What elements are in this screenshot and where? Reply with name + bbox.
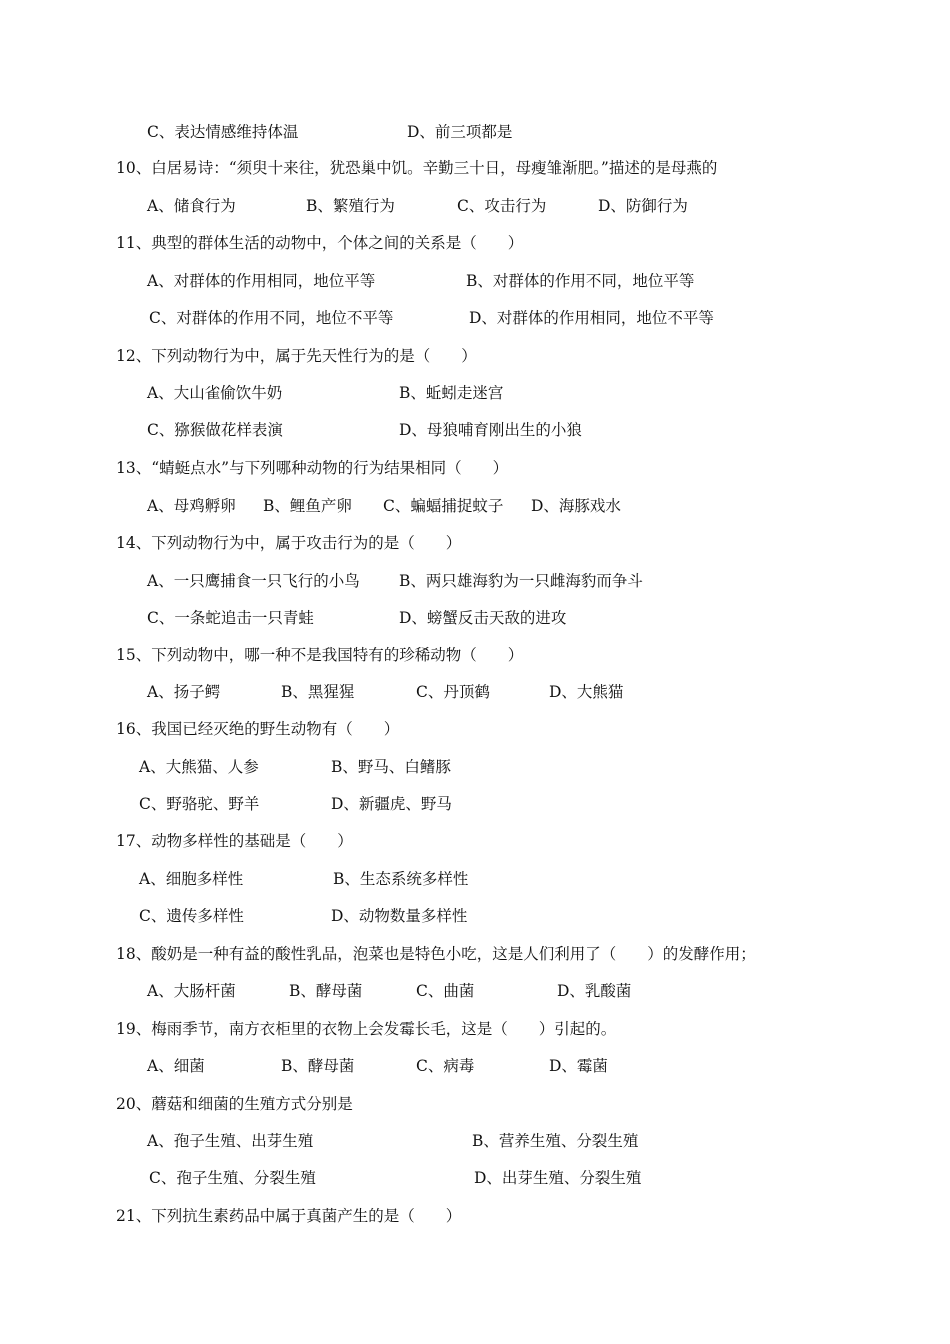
answer-option: A、大肠杆菌 bbox=[147, 982, 236, 1000]
answer-option: D、大熊猫 bbox=[549, 683, 624, 701]
answer-option: C、丹顶鹤 bbox=[416, 683, 490, 701]
question-stem: 20、蘑菇和细菌的生殖方式分别是 bbox=[116, 1095, 353, 1113]
answer-option: B、两只雄海豹为一只雌海豹而争斗 bbox=[399, 572, 643, 590]
question-stem: 12、下列动物行为中，属于先天性行为的是（ ） bbox=[116, 347, 477, 365]
question-stem: 21、下列抗生素药品中属于真菌产生的是（ ） bbox=[116, 1207, 462, 1225]
question-stem: 11、典型的群体生活的动物中，个体之间的关系是（ ） bbox=[116, 234, 524, 252]
question-stem: 19、梅雨季节，南方衣柜里的衣物上会发霉长毛，这是（ ）引起的。 bbox=[116, 1020, 617, 1038]
answer-option: C、孢子生殖、分裂生殖 bbox=[149, 1169, 316, 1187]
answer-option: D、动物数量多样性 bbox=[331, 907, 468, 925]
answer-option: B、繁殖行为 bbox=[306, 197, 395, 215]
answer-option: B、酵母菌 bbox=[289, 982, 363, 1000]
answer-option: B、黑猩猩 bbox=[281, 683, 355, 701]
answer-option: A、母鸡孵卵 bbox=[147, 497, 236, 515]
answer-option: B、蚯蚓走迷宫 bbox=[399, 384, 504, 402]
question-stem: 14、下列动物行为中，属于攻击行为的是（ ） bbox=[116, 534, 462, 552]
answer-option: D、对群体的作用相同，地位不平等 bbox=[469, 309, 714, 327]
answer-option: C、病毒 bbox=[416, 1057, 475, 1075]
answer-option: D、新疆虎、野马 bbox=[331, 795, 452, 813]
answer-option: C、一条蛇追击一只青蛙 bbox=[147, 609, 314, 627]
question-stem: 16、我国已经灭绝的野生动物有（ ） bbox=[116, 720, 400, 738]
answer-option: C、表达情感维持体温 bbox=[147, 123, 299, 141]
answer-option: B、营养生殖、分裂生殖 bbox=[472, 1132, 639, 1150]
answer-option: D、前三项都是 bbox=[407, 123, 513, 141]
answer-option: B、鲤鱼产卵 bbox=[263, 497, 352, 515]
answer-option: D、出芽生殖、分裂生殖 bbox=[474, 1169, 642, 1187]
answer-option: B、野马、白鳍豚 bbox=[331, 758, 451, 776]
question-stem: 18、酸奶是一种有益的酸性乳品，泡菜也是特色小吃，这是人们利用了（ ）的发酵作用； bbox=[116, 945, 756, 963]
answer-option: D、母狼哺育刚出生的小狼 bbox=[399, 421, 582, 439]
question-stem: 17、动物多样性的基础是（ ） bbox=[116, 832, 353, 850]
question-stem: 15、下列动物中，哪一种不是我国特有的珍稀动物（ ） bbox=[116, 646, 524, 664]
question-stem: 10、白居易诗：“须臾十来往，犹恐巢中饥。辛勤三十日，母瘦雏渐肥。”描述的是母燕的 bbox=[116, 159, 718, 177]
answer-option: C、蝙蝠捕捉蚊子 bbox=[383, 497, 504, 515]
answer-option: C、猕猴做花样表演 bbox=[147, 421, 283, 439]
answer-option: D、海豚戏水 bbox=[531, 497, 621, 515]
answer-option: A、一只鹰捕食一只飞行的小鸟 bbox=[147, 572, 360, 590]
answer-option: C、野骆驼、野羊 bbox=[139, 795, 260, 813]
answer-option: D、霉菌 bbox=[549, 1057, 608, 1075]
question-stem: 13、“蜻蜓点水”与下列哪种动物的行为结果相同（ ） bbox=[116, 459, 509, 477]
answer-option: B、对群体的作用不同，地位平等 bbox=[466, 272, 695, 290]
answer-option: A、大山雀偷饮牛奶 bbox=[147, 384, 283, 402]
answer-option: A、储食行为 bbox=[147, 197, 236, 215]
answer-option: C、曲菌 bbox=[416, 982, 475, 1000]
answer-option: B、生态系统多样性 bbox=[333, 870, 469, 888]
answer-option: B、酵母菌 bbox=[281, 1057, 355, 1075]
answer-option: C、遗传多样性 bbox=[139, 907, 244, 925]
answer-option: A、孢子生殖、出芽生殖 bbox=[147, 1132, 314, 1150]
answer-option: A、大熊猫、人参 bbox=[139, 758, 259, 776]
answer-option: D、防御行为 bbox=[598, 197, 688, 215]
answer-option: A、细胞多样性 bbox=[139, 870, 244, 888]
answer-option: D、螃蟹反击天敌的进攻 bbox=[399, 609, 567, 627]
answer-option: A、对群体的作用相同，地位平等 bbox=[147, 272, 376, 290]
answer-option: A、细菌 bbox=[147, 1057, 205, 1075]
answer-option: C、攻击行为 bbox=[457, 197, 547, 215]
answer-option: A、扬子鳄 bbox=[147, 683, 221, 701]
answer-option: D、乳酸菌 bbox=[557, 982, 632, 1000]
answer-option: C、对群体的作用不同，地位不平等 bbox=[149, 309, 394, 327]
